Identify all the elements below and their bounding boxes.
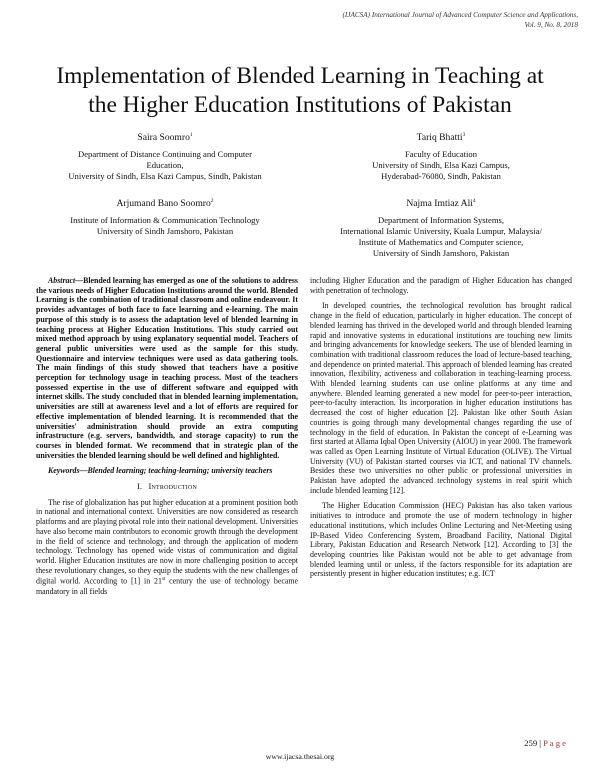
section-number: I.: [136, 481, 142, 492]
left-column: [36, 276, 298, 602]
author-block-3: [316, 130, 566, 182]
page-number: 259 | P a g e: [524, 738, 566, 748]
author-affiliation: Hyderabad-76080, Sindh, Pakistan: [381, 171, 501, 182]
author-affiliation: Department of Information Systems,: [377, 215, 504, 226]
author-affiliation: Institute of Mathematics and Computer science,: [358, 237, 524, 248]
author-name: Najma Imtiaz Ali$^4$: [406, 198, 476, 210]
intro-paragraph-1: The rise of globalization has put higher education at a prominent position both in national and international context. Universities are now considered as research platforms and are playing pivotal role into their national development. Universities have also become main contributors to economic growth through the development in the field of science and technology, and through the application of modern technology. Technology has opened wide vistas of communication and digital world. Higher Education institutes are now in more challenging position to accept these revolutionary changes, so they equip the students with the new challenges of digital world. According to [1] in 21st century the use of technology became mandatory in all fields: [36, 497, 298, 596]
abstract: [36, 276, 298, 460]
keywords-text: Blended learning; teaching-learning; university teachers: [87, 466, 273, 476]
author-affiliation: International Islamic University, Kuala Lumpur, Malaysia/: [340, 226, 542, 237]
author-name: Tariq Bhatti$^3$: [416, 132, 466, 144]
author-index: 2: [210, 198, 214, 204]
section-title: Introduction: [148, 481, 198, 492]
author-affiliation: Faculty of Education: [404, 149, 478, 160]
body-paragraph: In developed countries, the technological revolution has brought radical change in the field of education, particularly in higher education. The concept of blended learning has thrived in the developed world and through blended learning rapid and innovative systems in educational institutions are touching new limits and bringing advancements for knowledge seekers. The use of blended learning in combination with traditional classroom reduces the load of lecture-based teaching, and dependence on printed material. This approach of blended learning has created innovation, flexibility, activeness and collaboration in teaching-learning process. With blended learning students can use online platforms at any time and anywhere. Blended learning generated a new model for peer-to-peer interaction, peer-to-faculty interaction. Its incorporation in higher education institutions has decreased the cost of higher education [2]. Pakistan like other South Asian countries is going through many developmental changes regarding the use of technology in the field of education. In Pakistan the concept of e-Learning was first started at Allama Iqbal Open University (AIOU) in year 2000. The framework was called as Open Learning Institute of Virtual Education (OLIVE). The Virtual University (VU) of Pakistan started courses via ICT, and national TV channels. Besides these two universities no other public or professional universities in Pakistan have adopted the advanced technology systems in real spirit which include blended learning [12].: [310, 301, 572, 495]
author-affiliation: University of Sindh, Elsa Kazi Campus, Sindh, Pakistan: [68, 171, 262, 182]
journal-name: (IJACSA) International Journal of Advanced Computer Science and Applications,: [342, 11, 578, 19]
author-block-1: [40, 130, 290, 182]
author-block-2: [30, 196, 300, 237]
page-word: P a g e: [543, 738, 566, 748]
abstract-label: Abstract—: [48, 276, 84, 285]
right-column: [310, 276, 572, 585]
body-paragraph: including Higher Education and the paradigm of Higher Education has changed with penetration of technology.: [310, 276, 572, 295]
author-affiliation: University of Sindh, Elsa Kazi Campus,: [372, 160, 510, 171]
author-index: 1: [189, 132, 193, 138]
author-affiliation: University of Sindh Jamshoro, Pakistan: [372, 248, 510, 259]
title-line-2: the Higher Education Institutions of Pakistan: [88, 92, 512, 118]
keywords-label: Keywords—: [48, 466, 88, 476]
section-heading-introduction: [36, 482, 298, 492]
author-affiliation: University of Sindh Jamshoro, Pakistan: [96, 226, 234, 237]
paper-title: [20, 62, 580, 120]
author-affiliation: Education,: [146, 160, 184, 171]
journal-volume: Vol. 9, No. 8, 2018: [524, 21, 578, 29]
author-affiliation: Institute of Information & Communication Technology: [70, 215, 260, 226]
author-index: 3: [462, 132, 466, 138]
footer-url[interactable]: www.ijacsa.thesai.org: [265, 752, 335, 761]
title-line-1: Implementation of Blended Learning in Teaching at: [56, 63, 544, 89]
abstract-text: Blended learning has emerged as one of the solutions to address the various needs of Higher Education Institutions around the world. Blended Learning is the combination of traditional classroom and online endeavour. It provides advantages of both face to face learning and e-learning. The main purpose of this study is to assess the adaptation level of blended learning in teaching process at Higher Education Institutions. This study carried out mixed method approach by using explanatory sequential model. Teachers of general public universities were used as the sample for this study. Questionnaire and interview techniques were used as data gathering tools. The main findings of this study showed that teachers have a positive perception for technology usage in teaching process. Most of the teachers possessed expertise in the use of different software and equipped with internet skills. The study concluded that in blended learning implementation, universities are still at awareness level and a lot of efforts are required for effective implementation of blended learning. It is recommended that the universities' administration should provide an extra computing infrastructure (e.g. servers, bandwidth, and storage capacity) to run the courses in blended format. We recommend that in strategic plan of the universities the blended learning should be well defined and highlighted.: [36, 276, 298, 460]
author-block-4: [306, 196, 576, 259]
body-paragraph: The Higher Education Commission (HEC) Pakistan has also taken various initiatives to introduce and promote the use of modern technology in higher educational institutions, which includes Online Lecturing and Net-Meeting using IP-Based Video Conferencing System, Broadband Facility, National Digital Library, Pakistan Education and Research Network [12]. According to [3] the developing countries like Pakistan would not be able to get advantage from blended learning until or unless, if the factors responsible for its adaptation are persistently present in higher education institutes; e.g. ICT: [310, 501, 572, 579]
author-index: 4: [472, 198, 476, 204]
author-affiliation: Department of Distance Continuing and Computer: [78, 149, 252, 160]
author-name: Arjumand Bano Soomro$^2$: [116, 198, 214, 210]
author-name: Saira Soomro$^1$: [137, 132, 193, 144]
running-header: [343, 10, 578, 30]
keywords: [36, 466, 298, 476]
